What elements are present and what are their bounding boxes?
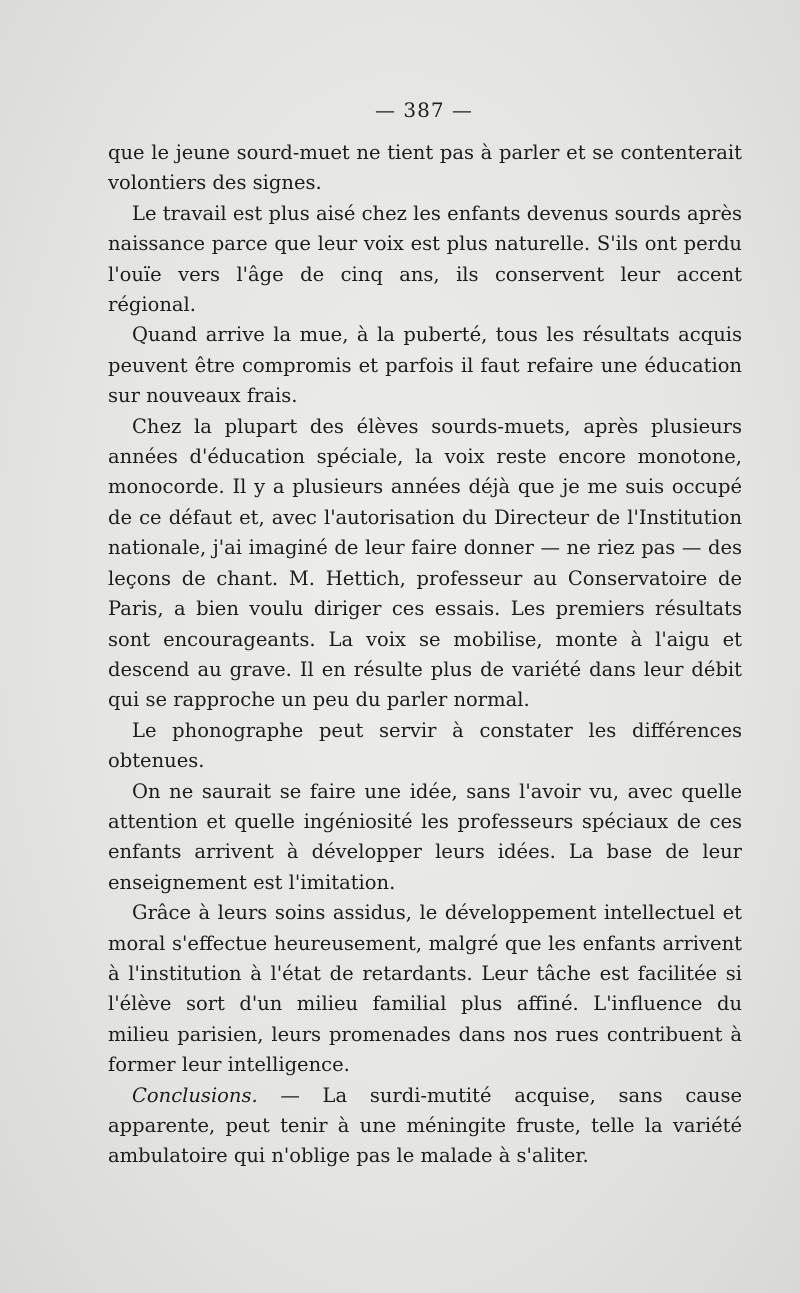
paragraph: Grâce à leurs soins assidus, le développement intellectuel et moral s'effectue heureusement, malgré que les enfants arrivent à l'institution à l'état de retardants. Leur tâche est facilitée si l'élève sort d'un milieu familial plus affiné. L'influence du milieu parisien, leurs promenades dans nos rues contribuent à former leur intelligence. [108,901,742,1077]
paragraph: Le phonographe peut servir à constater les différences obtenues. [108,718,742,773]
conclusions-label: Conclusions. [132,1083,258,1107]
paragraph: Chez la plupart des élèves sourds-muets, après plusieurs années d'éducation spéciale, la voix reste encore monotone, monocorde. Il y a plusieurs années déjà que je me suis occupé de ce défaut et, avec l'autorisation du Directeur de l'Institution nationale, j'ai imaginé de leur faire donner — ne riez pas — des leçons de chant. M. Hettich, professeur au Conservatoire de Paris, a bien voulu diriger ces essais. Les premiers résultats sont encourageants. La voix se mobilise, monte à l'aigu et descend au grave. Il en résulte plus de variété dans leur débit qui se rapproche un peu du parler normal. [108,414,742,712]
conclusions-paragraph [108,1081,742,1172]
paragraph-continuation: que le jeune sourd-muet ne tient pas à parler et se contenterait volontiers des signes. [108,141,742,195]
paragraph: Quand arrive la mue, à la puberté, tous les résultats acquis peuvent être compromis et parfois il faut refaire une éducation sur nouveaux frais. [108,323,742,408]
page-number: — 387 — [375,98,473,122]
conclusions-text: — La surdi-mutité acquise, sans cause apparente, peut tenir à une méningite fruste, telle la variété ambulatoire qui n'oblige pas le malade à s'aliter. [108,1083,742,1168]
paragraph: On ne saurait se faire une idée, sans l'avoir vu, avec quelle attention et quelle ingéniosité les professeurs spéciaux de ces enfants arrivent à développer leurs idées. La base de leur enseignement est l'imitation. [108,779,742,894]
paragraph: Le travail est plus aisé chez les enfants devenus sourds après naissance parce que leur voix est plus naturelle. S'ils ont perdu l'ouïe vers l'âge de cinq ans, ils conservent leur accent régional. [108,201,742,317]
page-body [108,138,742,1172]
